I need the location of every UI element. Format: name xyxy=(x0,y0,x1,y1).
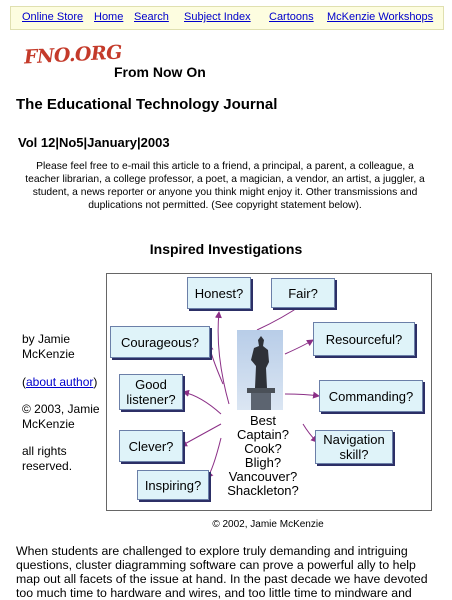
statue-image xyxy=(237,330,283,410)
node-resourceful: Resourceful? xyxy=(313,322,415,356)
center-line-4: Bligh? xyxy=(244,455,282,470)
center-line-2: Captain? xyxy=(236,427,290,442)
center-line-6: Shackleton? xyxy=(227,483,299,498)
cluster-diagram xyxy=(106,273,432,511)
arrow-good-listener xyxy=(183,392,221,414)
top-navigation-bar xyxy=(10,6,444,30)
diagram-caption: © 2002, Jamie McKenzie xyxy=(212,519,324,530)
fno-logo: FNO.ORG xyxy=(23,41,123,69)
arrow-honest xyxy=(218,312,229,404)
sharing-notice: Please feel free to e-mail this article to a friend, a principal, a parent, a colleague, a teacher librarian, a college professor, a poet, a magician, a vendor, an artist, a juggler, a student, a news reporter or anyone you think might enjoy it. Other transmissions and duplications not permitted. (See copyright statement below). xyxy=(25,161,425,211)
node-navigation-skill: Navigation skill? xyxy=(315,430,393,464)
site-name: From Now On xyxy=(114,64,206,80)
center-line-3: Cook? xyxy=(244,441,282,456)
article-title: Inspired Investigations xyxy=(149,241,303,257)
node-fair: Fair? xyxy=(271,278,335,308)
arrow-resourceful xyxy=(285,340,313,354)
nav-link-search[interactable]: Search xyxy=(134,11,169,23)
journal-title: The Educational Technology Journal xyxy=(16,96,278,113)
article-body-text: When students are challenged to explore truly demanding and intriguing questions, cluster diagramming software can prove a powerful ally to help map out all facets of the issue at hand. In the past decade we have devoted too much time to hardware and wires, and too little time to mindware and xyxy=(16,544,428,600)
statue-silhouette xyxy=(237,330,283,410)
rights-statement: all rights reserved. xyxy=(22,444,73,473)
node-honest: Honest? xyxy=(187,277,251,309)
center-label xyxy=(215,414,311,498)
about-open-paren: ( xyxy=(22,375,26,389)
node-inspiring: Inspiring? xyxy=(137,470,209,500)
arrow-commanding xyxy=(285,394,319,396)
article-copyright: © 2003, Jamie McKenzie xyxy=(22,402,100,431)
node-courageous: Courageous? xyxy=(110,326,210,358)
center-line-5: Vancouver? xyxy=(228,469,298,484)
node-good-listener: Good listener? xyxy=(119,374,183,410)
node-commanding: Commanding? xyxy=(319,380,423,412)
about-author-link[interactable]: about author xyxy=(26,375,94,389)
nav-link-cartoons[interactable]: Cartoons xyxy=(269,11,314,23)
nav-link-home[interactable]: Home xyxy=(94,11,124,23)
nav-link-online-store[interactable]: Online Store xyxy=(22,11,84,23)
article-byline: by Jamie McKenzie xyxy=(22,332,75,361)
node-clever: Clever? xyxy=(119,430,183,462)
nav-link-mckenzie-workshops[interactable]: McKenzie Workshops xyxy=(327,11,434,23)
nav-link-subject-index[interactable]: Subject Index xyxy=(184,11,251,23)
about-close-paren: ) xyxy=(93,375,98,389)
center-line-1: Best xyxy=(249,413,276,428)
about-author xyxy=(22,375,106,390)
issue-volume: Vol 12|No5|January|2003 xyxy=(18,135,170,150)
